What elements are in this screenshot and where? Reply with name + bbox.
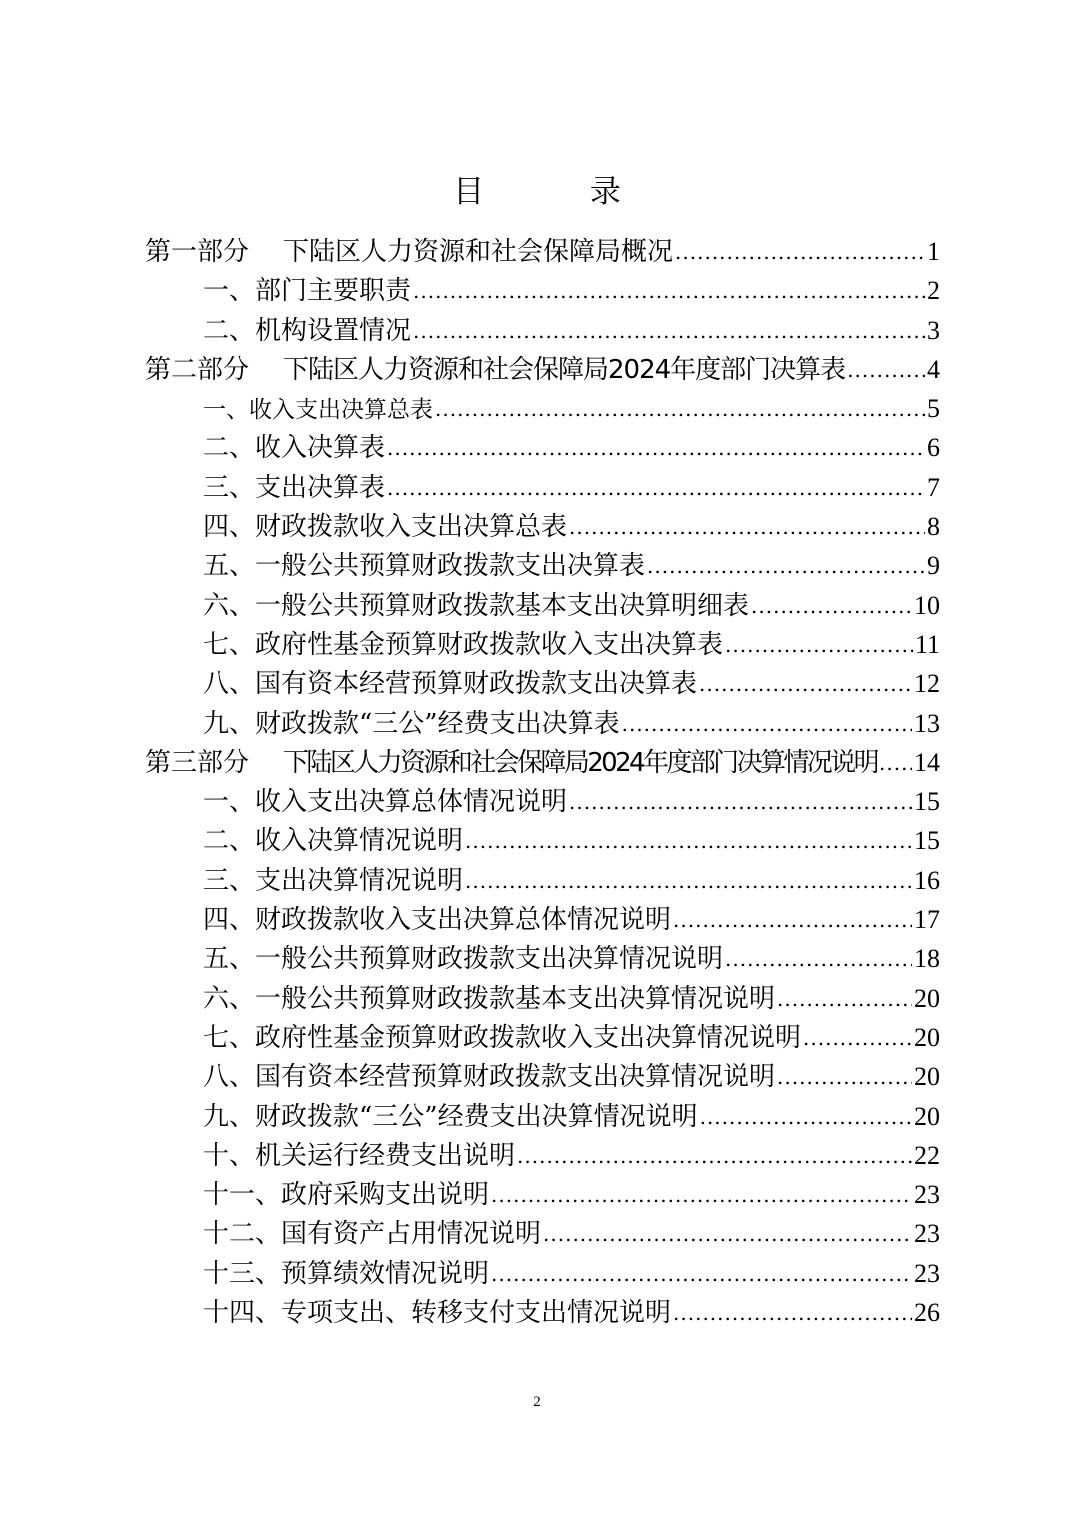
toc-page-number: 20 [914, 1101, 940, 1131]
toc-entry[interactable] [0, 664, 1074, 703]
toc-entry-label: 七、政府性基金预算财政拨款收入支出决算表 [203, 629, 724, 660]
toc-entry-label: 一、收入支出决算总体情况说明 [203, 787, 568, 818]
toc-entry[interactable] [0, 1175, 1074, 1214]
toc-entry[interactable] [0, 1057, 1074, 1096]
toc-entry-label: 四、财政拨款收入支出决算总体情况说明 [203, 905, 672, 936]
toc-dot-leader [725, 626, 913, 665]
toc-dot-leader [700, 1098, 912, 1137]
toc-entry-label: 八、国有资本经营预算财政拨款支出决算情况说明 [203, 1062, 776, 1093]
toc-dot-leader [465, 822, 912, 861]
toc-page-number: 20 [914, 1022, 940, 1052]
toc-part-number: 第三部分 [145, 747, 250, 778]
toc-part-title: 下陆区人力资源和社会保障局2024年度部门决算情况说明 [283, 747, 877, 778]
toc-page-number: 17 [914, 905, 940, 935]
toc-dot-leader [413, 272, 925, 311]
toc-dot-leader [673, 901, 912, 940]
toc-dot-leader [491, 1176, 912, 1215]
toc-page-number: 26 [914, 1298, 940, 1328]
toc-title: 目 录 [453, 174, 669, 210]
toc-entry[interactable] [0, 821, 1074, 860]
toc-entry-label: 十三、预算绩效情况说明 [203, 1258, 490, 1289]
toc-entry[interactable] [0, 1214, 1074, 1253]
toc-entry[interactable] [0, 389, 1074, 428]
toc-dot-leader [879, 744, 912, 783]
toc-entry[interactable] [0, 428, 1074, 467]
toc-page-number: 14 [914, 747, 940, 777]
toc-entry[interactable] [0, 979, 1074, 1018]
toc-page-number: 10 [914, 590, 940, 620]
toc-page-number: 8 [927, 512, 940, 542]
toc-page-number: 20 [914, 983, 940, 1013]
toc-entry-label: 八、国有资本经营预算财政拨款支出决算表 [203, 669, 698, 700]
toc-entry-label: 九、财政拨款“三公”经费支出决算情况说明 [203, 1101, 698, 1132]
toc-dot-leader [751, 587, 912, 626]
toc-entry-label: 五、一般公共预算财政拨款支出决算情况说明 [203, 944, 724, 975]
toc-page-number: 1 [927, 237, 940, 266]
toc-entry-label: 二、收入决算情况说明 [203, 826, 464, 857]
toc-entry-label: 二、机构设置情况 [203, 315, 412, 346]
toc-page-number: 5 [927, 394, 940, 424]
toc-entry-label: 六、一般公共预算财政拨款基本支出决算情况说明 [203, 983, 776, 1014]
toc-entry-label: 三、支出决算表 [203, 472, 386, 503]
toc-page-number: 20 [914, 1062, 940, 1092]
toc-entry-label: 三、支出决算情况说明 [203, 865, 464, 896]
toc-dot-leader [435, 390, 925, 429]
toc-dot-leader [465, 862, 912, 901]
toc-page-number: 6 [927, 433, 940, 463]
toc-dot-leader [517, 1137, 912, 1176]
toc-entry-label: 九、财政拨款“三公”经费支出决算表 [203, 708, 620, 739]
toc-page-number: 22 [914, 1140, 940, 1170]
toc-dot-leader [387, 469, 925, 508]
toc-page-number: 4 [927, 354, 940, 384]
toc-entry-label: 一、部门主要职责 [203, 276, 412, 307]
toc-entry[interactable] [0, 939, 1074, 978]
toc-dot-leader [622, 705, 912, 744]
toc-dot-leader [569, 508, 925, 547]
toc-dot-leader [725, 940, 912, 979]
toc-dot-leader [803, 1019, 912, 1058]
toc-entry[interactable] [0, 1018, 1074, 1057]
toc-dot-leader [569, 783, 912, 822]
toc-entry[interactable] [0, 1097, 1074, 1136]
toc-page-number: 15 [914, 826, 940, 856]
table-of-contents [0, 232, 1074, 1332]
toc-entry-label: 十、机关运行经费支出说明 [203, 1140, 516, 1171]
toc-entry[interactable] [0, 900, 1074, 939]
toc-dot-leader [387, 429, 925, 468]
toc-page-number: 23 [914, 1180, 940, 1210]
toc-page-number: 23 [914, 1219, 940, 1249]
toc-page-number: 18 [914, 944, 940, 974]
toc-page-number: 23 [914, 1258, 940, 1288]
toc-page-number: 7 [927, 472, 940, 502]
toc-part-number: 第二部分 [145, 354, 250, 385]
toc-page-number: 11 [914, 629, 940, 659]
toc-part-number: 第一部分 [145, 237, 250, 267]
toc-page-number: 2 [927, 276, 940, 306]
toc-dot-leader [777, 1058, 912, 1097]
toc-page-number: 12 [914, 669, 940, 699]
toc-part-1[interactable] [0, 232, 1074, 271]
toc-dot-leader [647, 547, 925, 586]
toc-entry[interactable] [0, 311, 1074, 350]
toc-dot-leader [491, 1255, 912, 1294]
toc-entry[interactable] [0, 782, 1074, 821]
toc-part-title: 下陆区人力资源和社会保障局2024年度部门决算表 [283, 354, 846, 385]
toc-dot-leader [847, 351, 925, 390]
toc-entry-label: 六、一般公共预算财政拨款基本支出决算明细表 [203, 590, 750, 621]
toc-dot-leader [413, 312, 925, 351]
toc-entry-label: 十二、国有资产占用情况说明 [203, 1219, 542, 1250]
toc-page-number: 15 [914, 787, 940, 817]
toc-entry[interactable] [0, 507, 1074, 546]
toc-part-2[interactable] [0, 350, 1074, 389]
toc-dot-leader [543, 1215, 912, 1254]
toc-part-title: 下陆区人力资源和社会保障局概况 [283, 237, 674, 267]
toc-dot-leader [777, 980, 912, 1019]
toc-part-3[interactable] [0, 743, 1074, 782]
toc-entry[interactable] [0, 546, 1074, 585]
toc-dot-leader [675, 233, 925, 272]
toc-entry[interactable] [0, 861, 1074, 900]
toc-page-number: 9 [927, 551, 940, 581]
toc-page-number: 3 [927, 315, 940, 345]
toc-entry[interactable] [0, 1136, 1074, 1175]
toc-page-number: 16 [914, 865, 940, 895]
toc-entry[interactable] [0, 586, 1074, 625]
toc-entry[interactable] [0, 1293, 1074, 1332]
toc-entry-label: 十一、政府采购支出说明 [203, 1180, 490, 1211]
toc-entry-label: 一、收入支出决算总表 [203, 397, 433, 424]
toc-entry-label: 四、财政拨款收入支出决算总表 [203, 512, 568, 543]
toc-entry-label: 七、政府性基金预算财政拨款收入支出决算情况说明 [203, 1022, 802, 1053]
page-number-footer: 2 [533, 1394, 541, 1410]
toc-entry[interactable] [0, 468, 1074, 507]
toc-entry[interactable] [0, 271, 1074, 310]
toc-entry[interactable] [0, 1254, 1074, 1293]
toc-dot-leader [673, 1294, 912, 1333]
toc-entry[interactable] [0, 625, 1074, 664]
toc-dot-leader [699, 665, 912, 704]
toc-entry-label: 十四、专项支出、转移支付支出情况说明 [203, 1298, 672, 1329]
toc-entry[interactable] [0, 704, 1074, 743]
toc-entry-label: 五、一般公共预算财政拨款支出决算表 [203, 551, 646, 582]
toc-page-number: 13 [914, 708, 940, 738]
toc-entry-label: 二、收入决算表 [203, 433, 386, 464]
